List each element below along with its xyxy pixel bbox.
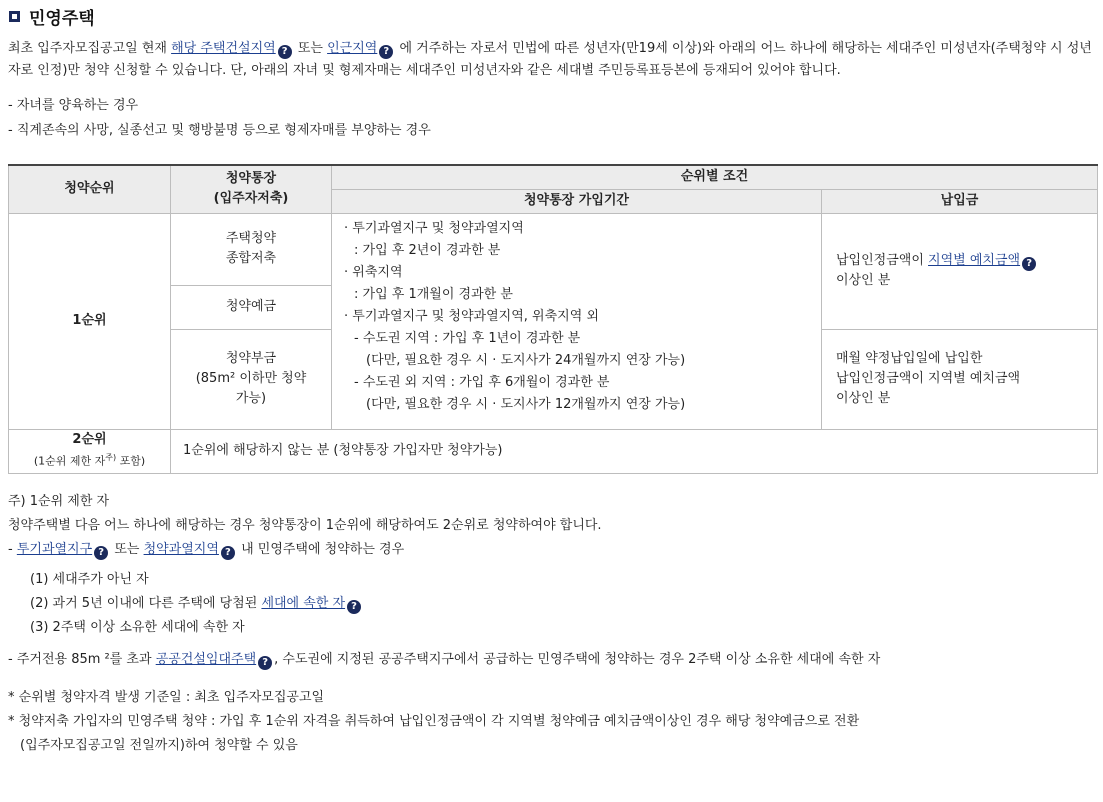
footnote: * 순위별 청약자격 발생 기준일 : 최초 입주자모집공고일 [8,689,325,705]
help-icon[interactable]: ? [347,600,361,614]
account-cell [171,329,332,429]
help-icon[interactable]: ? [258,656,272,670]
period-line: (다만, 필요한 경우 시 · 도지사가 12개월까지 연장 가능) [366,396,686,412]
period-line: · 투기과열지구 및 청약과열지역 [344,220,524,236]
period-line: · 위축지역 [344,264,403,280]
footnote: * 청약저축 가입자의 민영주택 청약 : 가입 후 1순위 자격을 취득하여 납입인정금액이 각 지역별 청약예금 예치금액이상인 경우 해당 청약예금으로 전환 [8,713,860,729]
footnote: (입주자모집공고일 전일까지)하여 청약할 수 있음 [20,737,298,753]
period-line: (다만, 필요한 경우 시 · 도지사가 24개월까지 연장 가능) [366,352,686,368]
notes-line [8,538,1095,562]
notes-text: , 수도권에 지정된 공공주택지구에서 공급하는 민영주택에 청약하는 경우 2주택 이상 소유한 세대에 속한 자 [274,651,881,667]
square-bullet-icon [9,11,20,22]
header-conditions: 순위별 조건 [332,165,1098,189]
link-household-member[interactable]: 세대에 속한 자 [261,595,346,611]
page-title: 민영주택 [29,8,95,29]
notes-item [8,592,1095,616]
rank2-desc: 1순위에 해당하지 않는 분 (청약통장 가입자만 청약가능) [171,429,1098,473]
notes-line [8,648,1095,672]
help-icon[interactable]: ? [94,546,108,560]
page [0,1,1103,758]
account-label: (85m² 이하만 청약 [195,371,307,386]
header-period: 청약통장 가입기간 [332,189,822,213]
notes-text: 내 민영주택에 청약하는 경우 [236,541,405,557]
rank2-footnote-mark: 주) [105,453,117,463]
account-label: 청약부금 [225,351,277,366]
link-housing-area[interactable]: 해당 주택건설지역 [171,41,276,56]
rank-table [8,164,1098,474]
help-icon[interactable]: ? [1022,257,1036,271]
link-overheated-zone[interactable]: 투기과열지구 [16,541,93,557]
period-line: · 투기과열지구 및 청약과열지역, 위축지역 외 [344,308,599,324]
rank2-sub: 포함) [116,454,146,468]
link-deposit-amount[interactable]: 지역별 예치금액 [928,253,1021,268]
notes-item: (3) 2주택 이상 소유한 세대에 속한 자 [30,619,245,635]
notes-heading: 주) 1순위 제한 자 [8,493,110,509]
period-line: - 수도권 지역 : 가입 후 1년이 경과한 분 [354,330,581,346]
notes-line: 청약주택별 다음 어느 하나에 해당하는 경우 청약통장이 1순위에 해당하여도 2순위로 청약하여야 합니다. [8,517,602,533]
account-label: 가능) [235,391,267,406]
period-line: : 가입 후 2년이 경과한 분 [354,242,501,258]
payment-text: 이상인 분 [836,391,891,406]
account-cell: 청약예금 [171,285,332,329]
payment-text: 매월 약정납입일에 납입한 [836,351,983,366]
rank1-cell: 1순위 [9,213,171,429]
account-label: 주택청약 [225,231,277,246]
help-icon[interactable]: ? [278,45,292,59]
link-nearby-area[interactable]: 인근지역 [327,41,378,56]
notes-text: - 주거전용 85m ²를 초과 [8,651,156,667]
payment-text: 이상인 분 [836,273,891,288]
help-icon[interactable]: ? [379,45,393,59]
header-account-label: 청약통장 [225,171,277,187]
account-cell [171,213,332,285]
notes-text: - [8,541,17,557]
rank2-sub: (1순위 제한 자 [33,454,106,468]
list-item: - 자녀를 양육하는 경우 [8,98,139,113]
condition-list [8,93,1095,143]
account-label: 종합저축 [225,251,277,266]
notes-text: 또는 [110,541,144,557]
notes-item: (1) 세대주가 아닌 자 [30,571,149,587]
period-line: : 가입 후 1개월이 경과한 분 [354,286,513,302]
link-overheated-area[interactable]: 청약과열지역 [143,541,219,557]
intro-text: 에 거주하는 자로서 민법에 따른 성년자(만19세 이상)와 아래의 어느 하나에 해당하는 세대주인 미성년자(주택청약 시 성년자로 인정)만 청약 신청할 수 있습니다. 단, 아래의 자녀 및 형제자매는 세대주인 미성년자와 같은 세대별 주민등록표등본에 등재되어 있어야 합니다. [8,41,1092,78]
rank2-label: 2순위 [72,432,107,448]
section-title [8,1,1095,31]
payment-cell [822,329,1098,429]
period-cell [332,213,822,429]
period-line: - 수도권 외 지역 : 가입 후 6개월이 경과한 분 [354,374,610,390]
intro-text: 또는 [293,41,328,56]
list-item: - 직계존속의 사망, 실종선고 및 행방불명 등으로 형제자매를 부양하는 경우 [8,123,431,138]
payment-text: 납입인정금액이 지역별 예치금액 [836,371,1021,386]
header-account-sub: (입주자저축) [213,191,289,207]
link-public-rental[interactable]: 공공건설임대주택 [155,651,257,667]
header-rank: 청약순위 [9,165,171,213]
rank2-cell [9,429,171,473]
header-payment: 납입금 [822,189,1098,213]
intro-text: 최초 입주자모집공고일 현재 [8,41,172,56]
intro-paragraph [8,38,1095,82]
help-icon[interactable]: ? [221,546,235,560]
header-account [171,165,332,213]
notes-text: (2) 과거 5년 이내에 다른 주택에 당첨된 [30,595,262,611]
payment-text: 납입인정금액이 [836,253,929,268]
notes-section [8,490,1095,758]
payment-cell [822,213,1098,329]
